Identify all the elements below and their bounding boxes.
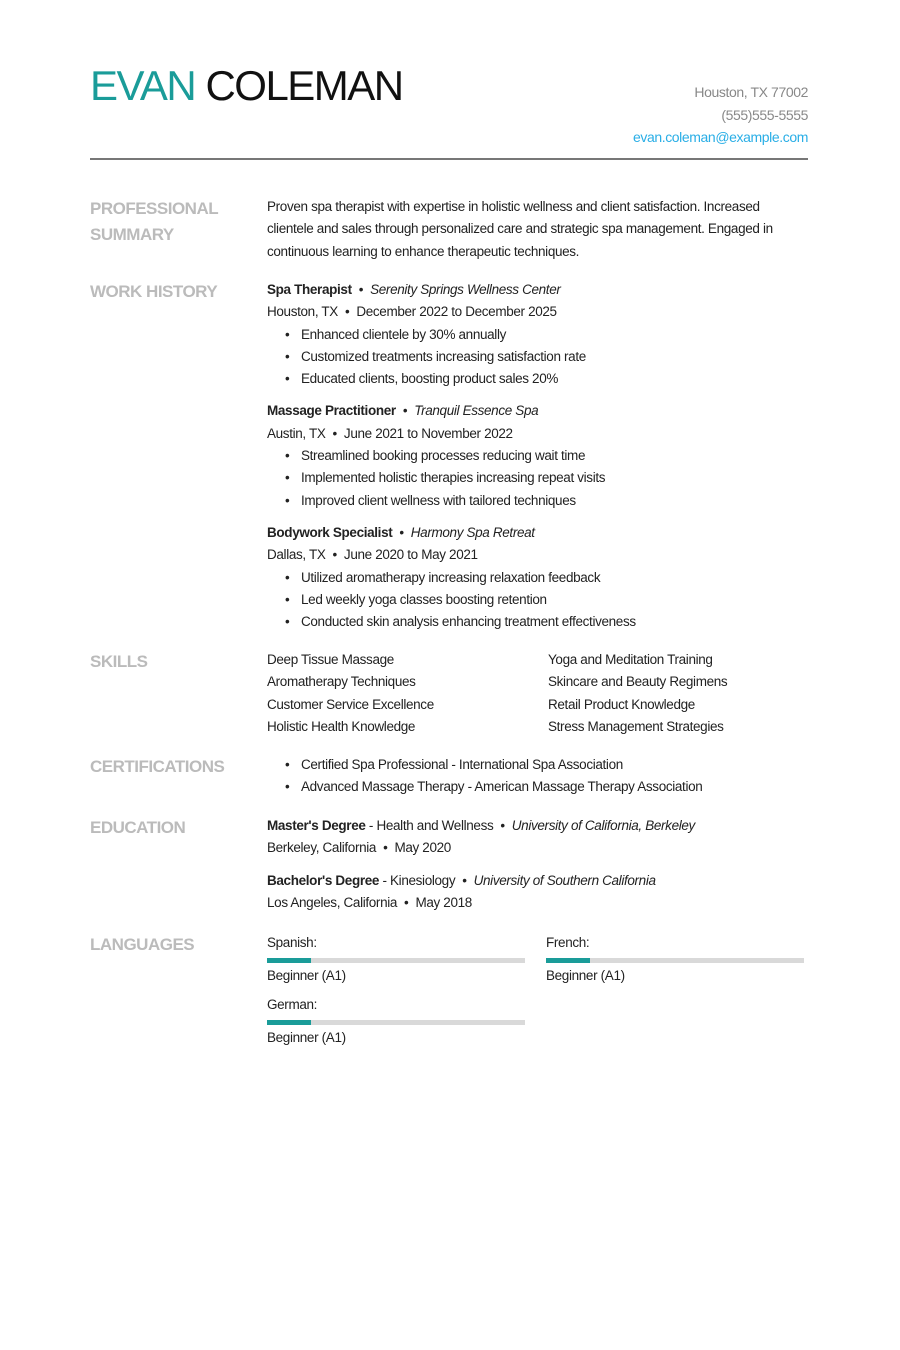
- job-meta: [267, 423, 808, 445]
- separator-dot: •: [332, 547, 337, 563]
- work-history-section: [90, 279, 808, 643]
- skill-item: Holistic Health Knowledge: [267, 718, 416, 734]
- language-level: Beginner (A1): [546, 968, 625, 984]
- education-heading: [267, 870, 808, 892]
- job-dates: December 2022 to December 2025: [356, 304, 557, 320]
- separator-dot: •: [399, 524, 404, 540]
- bullet-item: • Educated clients, boosting product sales 20%: [283, 368, 808, 390]
- summary-section: [90, 196, 808, 263]
- job-location: Houston, TX: [267, 304, 338, 320]
- bullet-item: • Enhanced clientele by 30% annually: [283, 324, 808, 346]
- last-name: COLEMAN: [205, 62, 403, 109]
- company-name: Tranquil Essence Spa: [414, 403, 539, 419]
- header-divider: [90, 158, 808, 160]
- education-meta: [267, 892, 808, 914]
- separator-dot: •: [462, 872, 467, 888]
- proficiency-fill: [267, 1020, 311, 1025]
- jobs-list: [267, 279, 808, 643]
- proficiency-bar: [546, 958, 804, 963]
- field-of-study: - Health and Wellness: [365, 818, 494, 833]
- education-heading: [267, 815, 808, 837]
- separator-dot: •: [358, 282, 364, 297]
- skill-item: Aromatherapy Techniques: [267, 674, 416, 690]
- separator-dot: •: [332, 425, 337, 441]
- bullet-item: • Led weekly yoga classes boosting retention: [283, 589, 808, 611]
- skill-item: Retail Product Knowledge: [548, 696, 695, 712]
- language-name: German:: [267, 996, 318, 1012]
- skills-grid: [267, 649, 808, 738]
- job-title: Massage Practitioner: [267, 403, 396, 419]
- language-level: Beginner (A1): [267, 968, 346, 984]
- skill-item: Skincare and Beauty Regimens: [548, 674, 728, 690]
- job-heading: [267, 400, 808, 422]
- bullet-item: • Customized treatments increasing satisfaction rate: [283, 346, 808, 368]
- education-section: [90, 815, 808, 924]
- degree: Master's Degree: [267, 818, 366, 833]
- job-bullets: [267, 324, 808, 391]
- section-label: EDUCATION: [90, 818, 186, 837]
- education-entry: [267, 815, 808, 860]
- job-entry: [267, 400, 808, 511]
- bullet-item: • Utilized aromatherapy increasing relaxation feedback: [283, 567, 808, 589]
- job-title: Bodywork Specialist: [267, 524, 393, 540]
- certifications-section: [90, 754, 808, 799]
- section-label: LANGUAGES: [90, 935, 195, 954]
- graduation-date: May 2018: [415, 894, 472, 910]
- school-name: University of California, Berkeley: [511, 818, 695, 833]
- job-dates: June 2020 to May 2021: [343, 547, 478, 563]
- languages-section: [90, 932, 808, 1049]
- education-list: [267, 815, 808, 924]
- bullet-item: • Streamlined booking processes reducing wait time: [283, 445, 808, 467]
- graduation-date: May 2020: [394, 840, 451, 856]
- language-item: [546, 932, 808, 988]
- job-entry: [267, 279, 808, 390]
- email-link[interactable]: evan.coleman@example.com: [632, 129, 808, 145]
- certification-item: • Advanced Massage Therapy - American Massage Therapy Association: [283, 776, 808, 798]
- education-entry: [267, 870, 808, 915]
- job-bullets: [267, 445, 808, 512]
- address: Houston, TX 77002: [694, 84, 808, 100]
- job-dates: June 2021 to November 2022: [343, 425, 513, 441]
- language-item: [267, 932, 546, 988]
- proficiency-fill: [267, 958, 311, 963]
- job-meta: [267, 301, 808, 323]
- proficiency-bar: [267, 958, 525, 963]
- bullet-item: • Implemented holistic therapies increasing repeat visits: [283, 467, 808, 489]
- skill-item: Stress Management Strategies: [548, 718, 724, 734]
- separator-dot: •: [402, 403, 408, 419]
- bullet-item: • Conducted skin analysis enhancing treatment effectiveness: [283, 611, 808, 633]
- separator-dot: •: [383, 840, 388, 856]
- section-label: CERTIFICATIONS: [90, 757, 225, 776]
- job-location: Dallas, TX: [267, 547, 326, 563]
- section-label: SKILLS: [90, 652, 148, 671]
- language-level: Beginner (A1): [267, 1029, 346, 1045]
- degree: Bachelor's Degree: [267, 872, 380, 888]
- separator-dot: •: [500, 818, 505, 833]
- job-entry: [267, 522, 808, 633]
- school-name: University of Southern California: [473, 872, 656, 888]
- languages-grid: [267, 932, 808, 1049]
- job-heading: [267, 522, 808, 544]
- summary-text: Proven spa therapist with expertise in holistic wellness and client satisfaction. Increased clientele and sales through personalized care and strategic spa management. Engaged in continuous learning to enhance therapeutic techniques.: [267, 199, 773, 259]
- company-name: Harmony Spa Retreat: [410, 524, 535, 540]
- proficiency-bar: [267, 1020, 525, 1025]
- skill-item: Customer Service Excellence: [267, 696, 434, 712]
- education-location: Berkeley, California: [267, 840, 377, 856]
- skills-section: [90, 649, 808, 738]
- job-bullets: [267, 567, 808, 634]
- section-label: PROFESSIONAL SUMMARY: [90, 199, 218, 244]
- separator-dot: •: [344, 304, 350, 320]
- candidate-name: [90, 62, 403, 110]
- company-name: Serenity Springs Wellness Center: [370, 282, 561, 297]
- section-label: WORK HISTORY: [90, 282, 218, 301]
- proficiency-fill: [546, 958, 590, 963]
- job-meta: [267, 544, 808, 566]
- education-location: Los Angeles, California: [267, 894, 398, 910]
- field-of-study: - Kinesiology: [379, 872, 456, 888]
- job-location: Austin, TX: [267, 425, 326, 441]
- bullet-item: • Improved client wellness with tailored techniques: [283, 490, 808, 512]
- job-heading: [267, 279, 808, 301]
- first-name: EVAN: [90, 62, 196, 109]
- skill-item: Yoga and Meditation Training: [548, 652, 713, 667]
- skill-item: Deep Tissue Massage: [267, 652, 394, 667]
- certifications-list: [267, 754, 808, 799]
- language-name: French:: [546, 935, 590, 950]
- language-name: Spanish:: [267, 935, 317, 950]
- phone: (555)555-5555: [721, 106, 808, 123]
- language-item: [267, 994, 546, 1050]
- education-meta: [267, 837, 808, 859]
- contact-info: [633, 81, 808, 149]
- certification-item: • Certified Spa Professional - International Spa Association: [283, 754, 808, 776]
- separator-dot: •: [404, 894, 409, 910]
- job-title: Spa Therapist: [267, 282, 352, 297]
